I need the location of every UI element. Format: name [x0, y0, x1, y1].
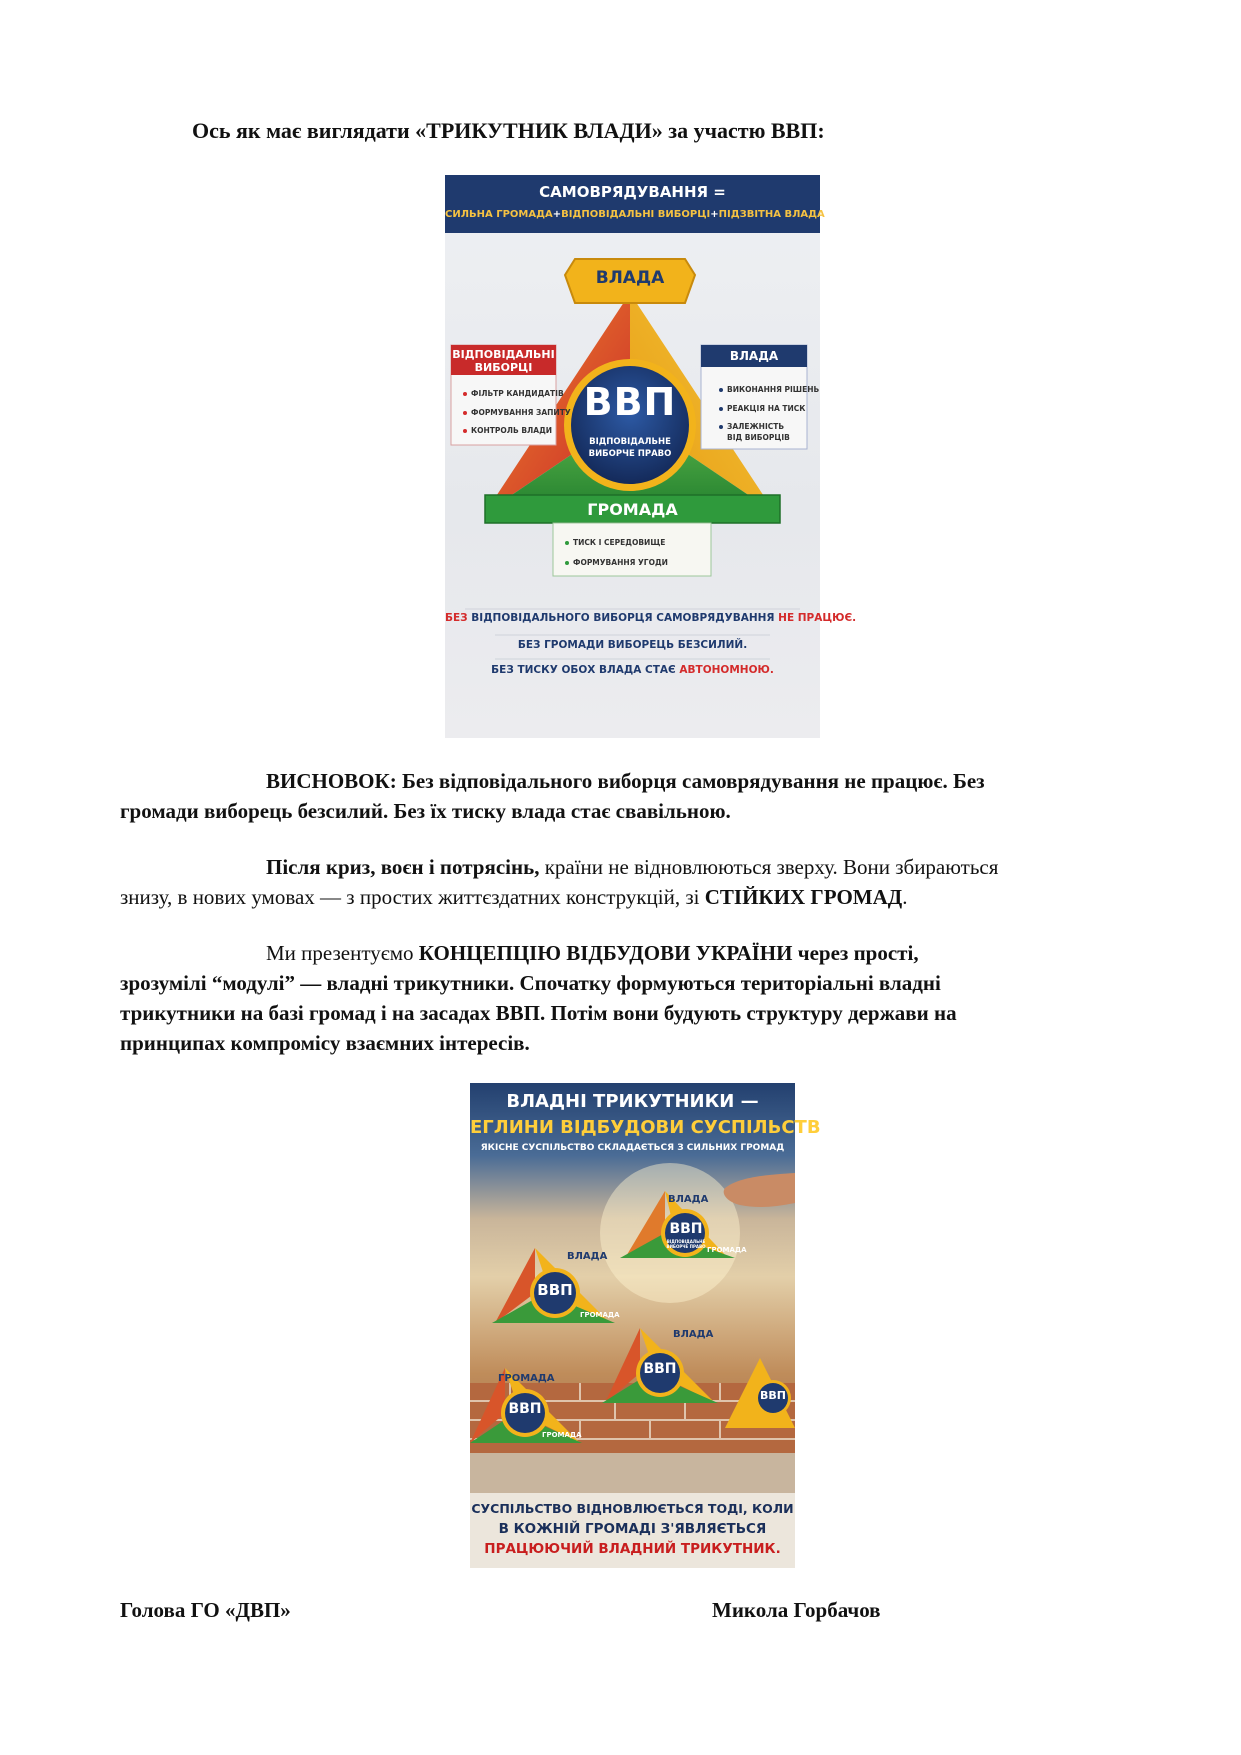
right-panel-item: ВИКОНАННЯ РІШЕНЬ [727, 385, 820, 394]
page-heading: Ось як має виглядати «ТРИКУТНИК ВЛАДИ» за участю ВВП: [192, 118, 825, 143]
hand-shape [724, 1173, 795, 1207]
poster-tagline: ЯКІСНЕ СУСПІЛЬСТВО СКЛАДАЄТЬСЯ З СИЛЬНИХ ГРОМАД [480, 1143, 785, 1153]
bricks-illustration [470, 1083, 821, 1568]
poster-bottom-3: ПРАЦЮЮЧИЙ ВЛАДНИЙ ТРИКУТНИК. [484, 1541, 781, 1557]
left-panel-item: КОНТРОЛЬ ВЛАДИ [471, 426, 553, 435]
bottom-label: ГРОМАДА [587, 500, 678, 519]
recovery-text: країни не відновлюються зверху. Вони збираються [539, 855, 999, 879]
concept-title: КОНЦЕПЦІЮ ВІДБУДОВИ УКРАЇНИ [418, 941, 793, 965]
top-label: ВЛАДА [595, 268, 665, 288]
poster-bottom-1: СУСПІЛЬСТВО ВІДНОВЛЮЄТЬСЯ ТОДІ, КОЛИ [471, 1501, 794, 1516]
recovery-paragraph: Після криз, воєн і потрясінь, країни не відновлюються зверху. Вони збираються знизу, в нових умовах — з простих життєздатних конструкцій, зі СТІЙКИХ ГРОМАД. [120, 855, 999, 909]
brick-logo: ВВП [760, 1389, 786, 1402]
brick-bottom-label: ГРОМАДА [542, 1431, 582, 1439]
brick-logo: ВВП [508, 1401, 542, 1417]
infographic-subtitle: СИЛЬНА ГРОМАДА+ВІДПОВІДАЛЬНІ ВИБОРЦІ+ПІДЗВІТНА ВЛАДА [445, 209, 825, 220]
concept-line-4: принципах компромісу взаємних інтересів. [120, 1031, 530, 1055]
brick-bottom-label: ГРОМАДА [498, 1373, 555, 1384]
conclusion-line-2: громади виборець безсилий. Без їх тиску влада стає свавільною. [120, 799, 731, 823]
concept-intro: Ми презентуємо [266, 941, 419, 965]
poster-title-1: ВЛАДНІ ТРИКУТНИКИ — [506, 1091, 759, 1112]
footer-line-2: БЕЗ ГРОМАДИ ВИБОРЕЦЬ БЕЗСИЛИЙ. [517, 639, 748, 651]
concept-line-2: зрозумілі “модулі” — владні трикутники. Спочатку формуються територіальні владні [120, 971, 941, 995]
right-panel-item: ЗАЛЕЖНІСТЬ [727, 422, 785, 431]
poster-title-2: ЕГЛИНИ ВІДБУДОВИ СУСПІЛЬСТВ [470, 1117, 821, 1138]
brick-top-label: ВЛАДА [668, 1194, 709, 1205]
brick-sub-2: ВИБОРЧЕ ПРАВО [666, 1244, 706, 1249]
conclusion-line-1: ВИСНОВОК: Без відповідального виборця самоврядування не працює. Без [266, 769, 985, 793]
right-panel-title: ВЛАДА [729, 349, 779, 363]
bottom-panel-item: ФОРМУВАННЯ УГОДИ [573, 558, 668, 567]
right-panel-item: ВІД ВИБОРЦІВ [727, 433, 790, 442]
power-triangle-infographic [445, 175, 857, 738]
center-sub-1: ВІДПОВІДАЛЬНЕ [589, 437, 671, 447]
bottom-panel-item: ТИСК І СЕРЕДОВИЩЕ [573, 538, 666, 547]
brick-logo: ВВП [537, 1281, 573, 1299]
signature-position: Голова ГО «ДВП» [120, 1598, 291, 1622]
concept-intro-end: через прості, [792, 941, 919, 965]
footer-line-3: БЕЗ ТИСКУ ОБОХ ВЛАДА СТАЄ АВТОНОМНОЮ. [491, 664, 774, 676]
center-logo: ВВП [583, 380, 677, 424]
signature-name: Микола Горбачов [712, 1598, 881, 1622]
center-sub-2: ВИБОРЧЕ ПРАВО [588, 449, 672, 459]
infographic-title: САМОВРЯДУВАННЯ = [539, 183, 726, 201]
concept-paragraph [120, 938, 1150, 1058]
recovery-bold: Після криз, воєн і потрясінь, [266, 855, 540, 879]
left-panel-item: ФОРМУВАННЯ ЗАПИТУ [471, 408, 571, 417]
bricks-poster [470, 1083, 821, 1568]
left-panel-item: ФІЛЬТР КАНДИДАТІВ [471, 389, 564, 398]
conclusion-paragraph [120, 766, 1150, 826]
right-panel-item: РЕАКЦІЯ НА ТИСК [727, 404, 806, 413]
bottom-info-panel [553, 523, 711, 576]
brick-bottom-label: ГРОМАДА [707, 1246, 747, 1254]
brick-sub-1: ВІДПОВІДАЛЬНЕ [666, 1239, 706, 1244]
left-panel-title-2: ВИБОРЦІ [474, 361, 533, 374]
brick-logo: ВВП [669, 1221, 703, 1237]
brick-logo: ВВП [643, 1361, 677, 1377]
brick-bottom-label: ГРОМАДА [580, 1311, 620, 1319]
concept-line-3: трикутники на базі громад і на засадах ВВП. Потім вони будують структуру держави на [120, 1001, 957, 1025]
brick-top-label: ВЛАДА [567, 1251, 608, 1262]
strong-communities: СТІЙКИХ ГРОМАД [704, 885, 903, 909]
recovery-line-2: знизу, в нових умовах — з простих життєздатних конструкцій, зі [120, 885, 705, 909]
brick-top-label: ВЛАДА [673, 1329, 714, 1340]
poster-bottom-2: В КОЖНІЙ ГРОМАДІ З'ЯВЛЯЄТЬСЯ [498, 1521, 767, 1537]
left-panel-title-1: ВІДПОВІДАЛЬНІ [452, 348, 555, 361]
footer-line-1: БЕЗ ВІДПОВІДАЛЬНОГО ВИБОРЦЯ САМОВРЯДУВАННЯ НЕ ПРАЦЮЄ. [445, 612, 857, 624]
